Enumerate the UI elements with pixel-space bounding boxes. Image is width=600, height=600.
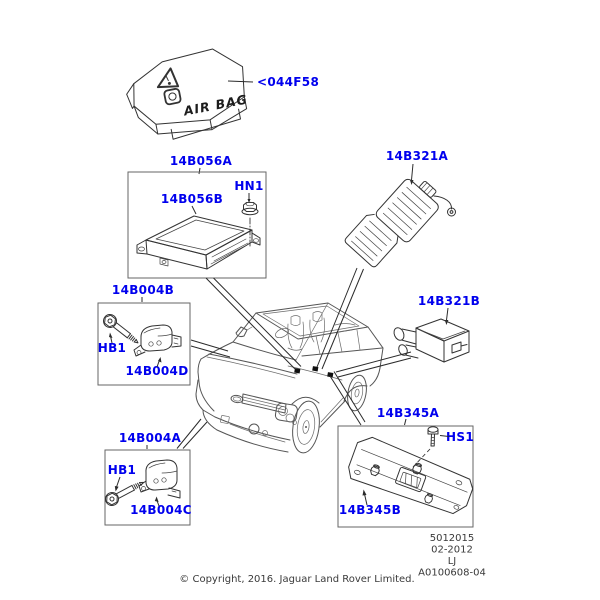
warning-triangle-icon: [155, 68, 178, 90]
part-label-seat-mat[interactable]: 14B321A: [385, 149, 449, 163]
seat-mat-drawing: [344, 167, 456, 273]
screw-drawing: [428, 427, 438, 446]
part-label-acm-assembly[interactable]: 14B056A: [169, 154, 233, 168]
model-code: LJ: [447, 556, 457, 567]
front-sensor-a-drawing: [139, 460, 180, 498]
part-label-front-sensor-b[interactable]: 14B004D: [125, 364, 189, 378]
acm-module-drawing: [137, 216, 260, 269]
sensor-location-markers: [294, 366, 333, 377]
front-sensor-b-drawing: [134, 325, 181, 356]
part-label-bracket-screw[interactable]: HS1: [446, 430, 474, 444]
part-label-occupancy-module[interactable]: 14B321B: [417, 294, 481, 308]
copyright-notice: © Copyright, 2016. Jaguar Land Rover Limited.: [179, 574, 415, 585]
front-sensor-a-group: [103, 431, 192, 525]
drawing-number: A0100608-04: [418, 567, 486, 579]
seat-mat-group: [344, 149, 456, 274]
occupancy-module-drawing: [392, 319, 469, 362]
footer-block: [179, 533, 486, 585]
airbag-cover-text: AIR BAG: [182, 91, 249, 119]
occupancy-module-group: [392, 294, 480, 362]
part-label-bracket[interactable]: 14B345B: [338, 503, 402, 517]
part-label-airbag-cover[interactable]: <044F58: [257, 75, 320, 89]
part-label-acm-module[interactable]: 14B056B: [160, 192, 224, 206]
acm-nut-drawing: [242, 202, 258, 246]
part-label-bracket-assembly[interactable]: 14B345A: [376, 406, 440, 420]
airbag-icon: [164, 88, 181, 105]
part-label-front-sensor-b-bolt[interactable]: HB1: [97, 341, 127, 355]
airbag-cover-drawing: [121, 44, 319, 146]
issue-date: 02-2012: [431, 544, 473, 556]
vehicle-drawing: [196, 303, 383, 455]
part-label-front-sensor-a-bolt[interactable]: HB1: [107, 463, 137, 477]
part-label-acm-nut[interactable]: HN1: [234, 179, 264, 193]
acm-assembly-group: [128, 154, 266, 278]
part-label-front-sensor-a[interactable]: 14B004C: [130, 503, 192, 517]
bracket-group: [338, 406, 477, 527]
part-label-front-sensor-a-assembly[interactable]: 14B004A: [118, 431, 182, 445]
front-sensor-b-group: [98, 283, 190, 385]
part-label-front-sensor-b-assembly[interactable]: 14B004B: [111, 283, 175, 297]
sheet-number: 5012015: [429, 533, 475, 544]
